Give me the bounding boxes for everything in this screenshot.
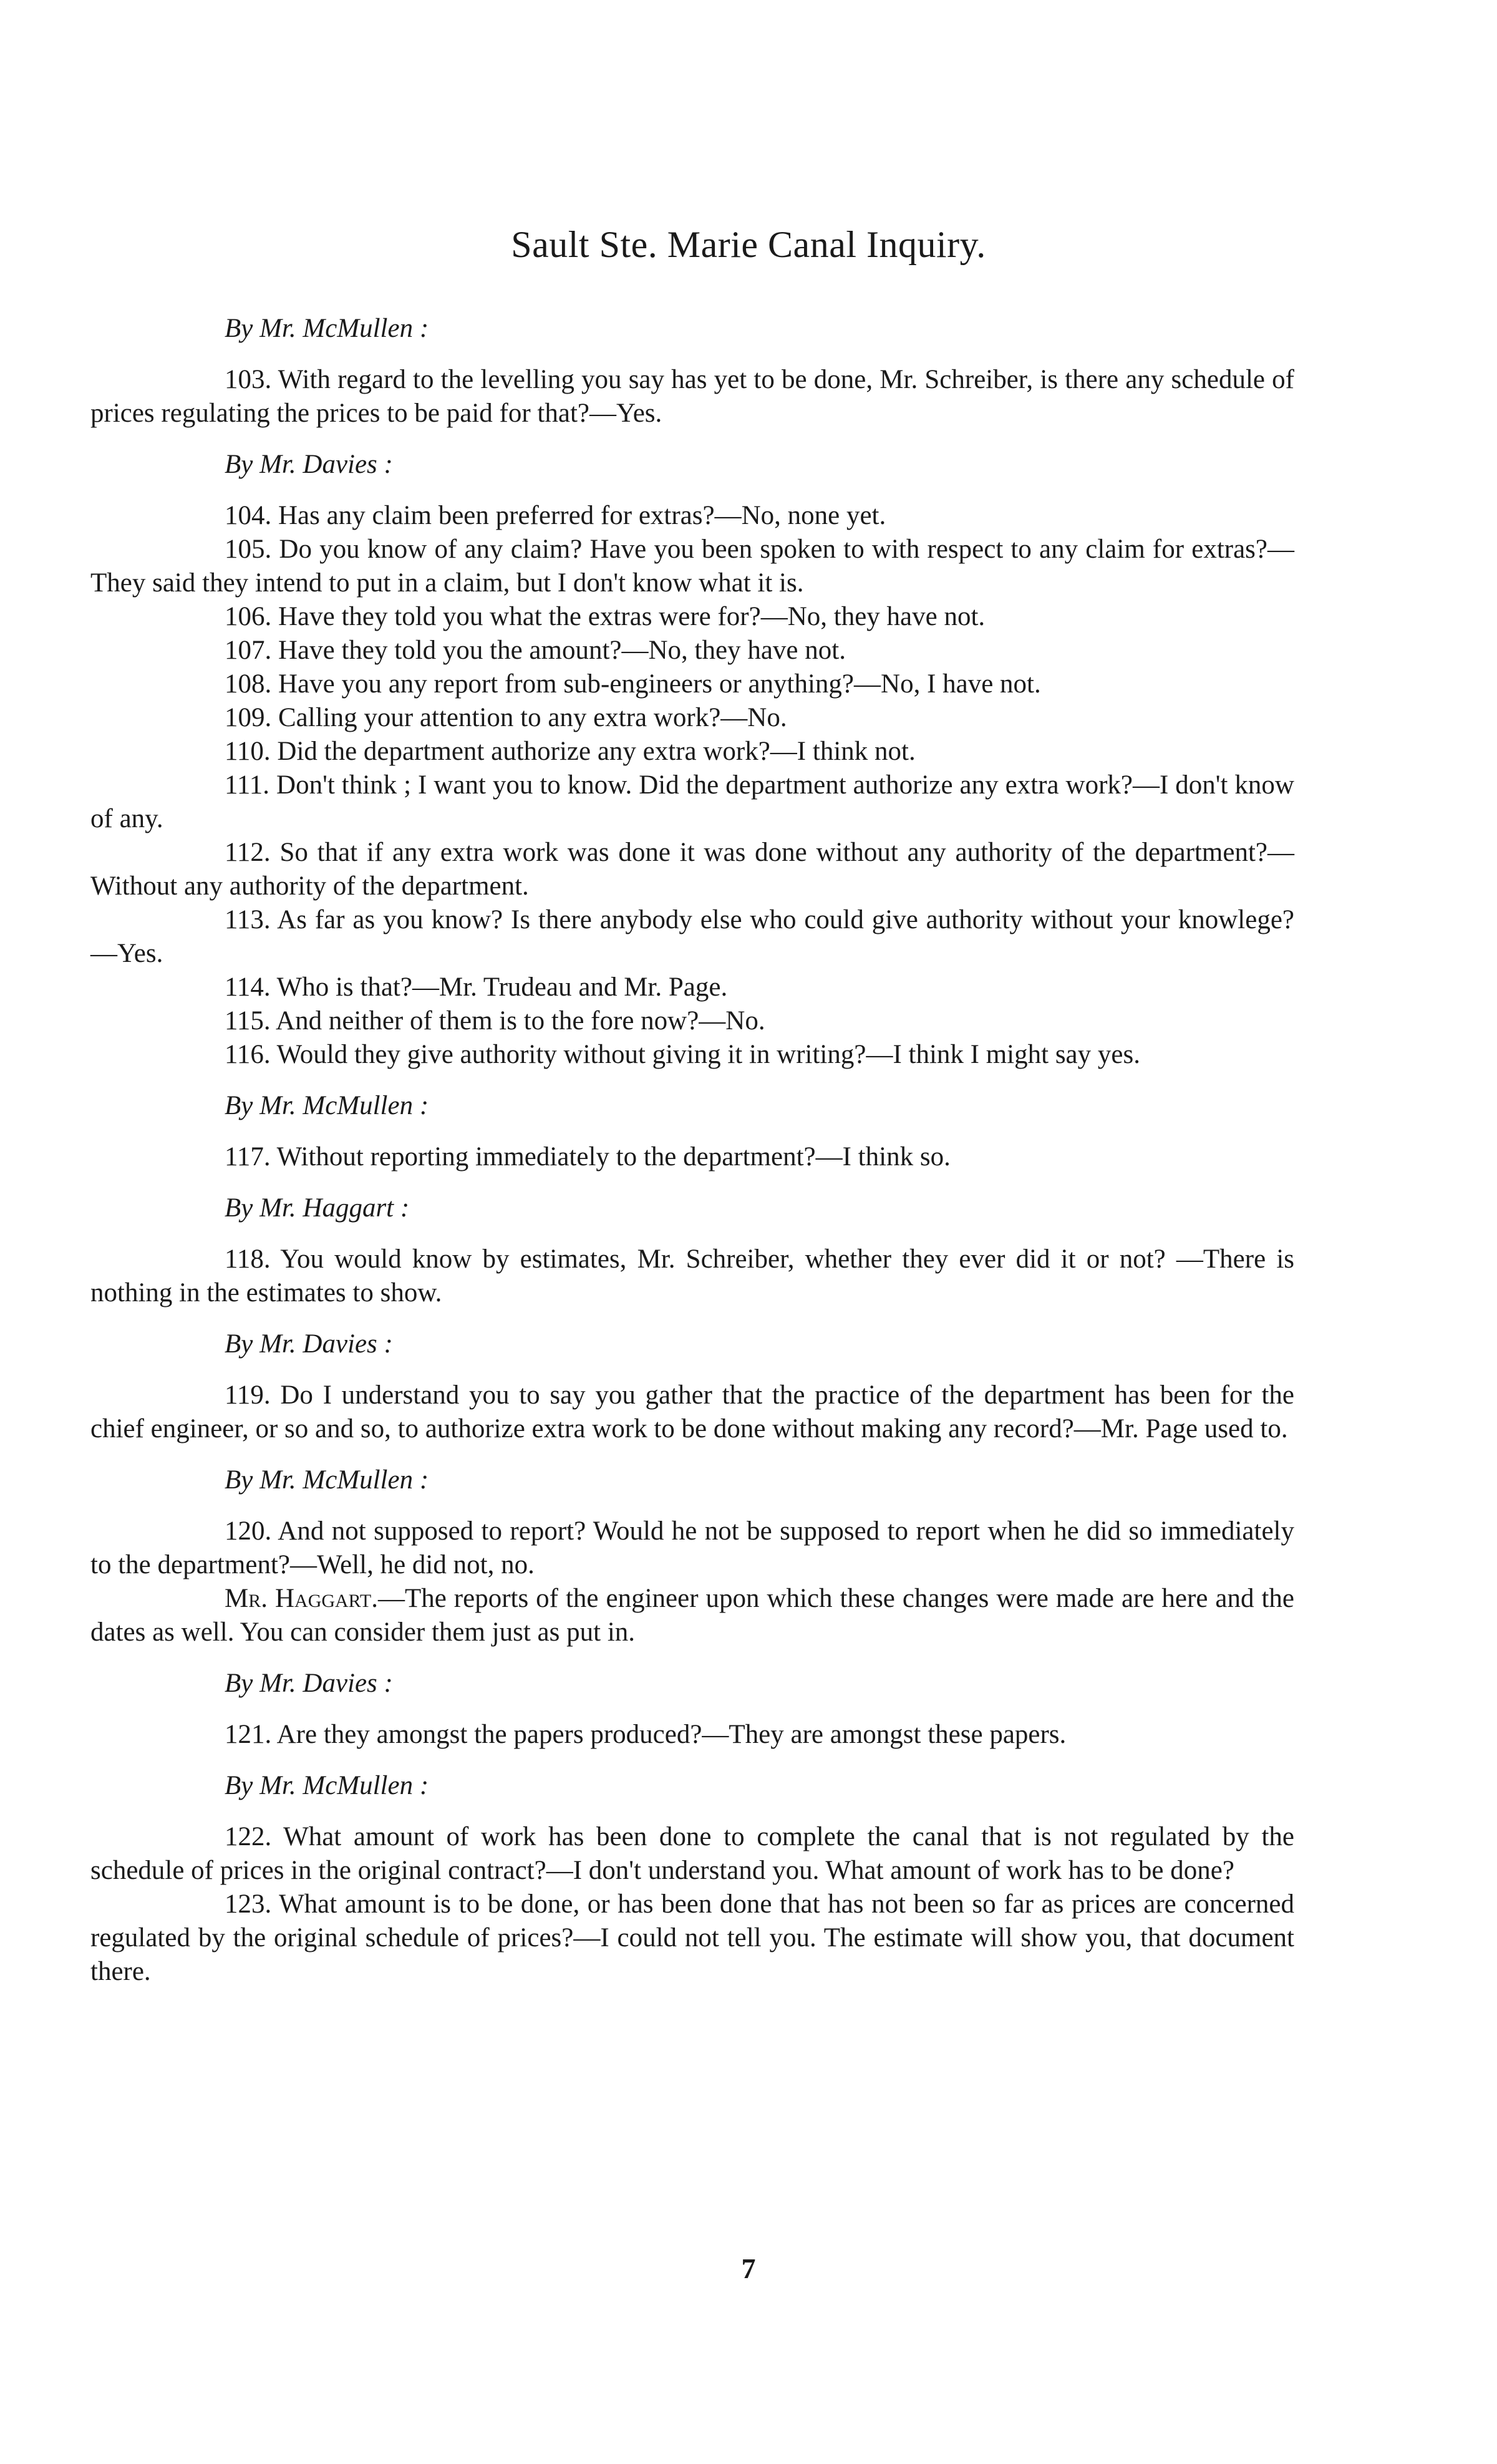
testimony-paragraph: 104. Has any claim been preferred for extras?—No, none yet. — [225, 501, 886, 530]
testimony-paragraph: 107. Have they told you the amount?—No, they have not. — [225, 636, 846, 665]
testimony-paragraph: 110. Did the department authorize any extra work?—I think not. — [225, 737, 916, 766]
testimony-paragraph: 109. Calling your attention to any extra work?—No. — [225, 703, 787, 732]
testimony-paragraph: 114. Who is that?—Mr. Trudeau and Mr. Page. — [225, 973, 728, 1002]
testimony-paragraph: 105. Do you know of any claim? Have you been spoken to with respect to any claim for extras?—They said they intend to put in a claim, but I don't know what it is. — [90, 535, 1294, 598]
speaker-heading: By Mr. McMullen : — [225, 1091, 429, 1120]
speaker-heading: By Mr. McMullen : — [225, 1771, 429, 1800]
testimony-paragraph: 117. Without reporting immediately to the department?—I think so. — [225, 1142, 951, 1171]
statement-paragraph — [90, 1582, 1294, 1649]
testimony-paragraph: 119. Do I understand you to say you gather that the practice of the department has been for the chief engineer, or so and so, to authorize extra work to be done without making any record?—Mr. Page used to. — [90, 1380, 1294, 1443]
testimony-body — [90, 312, 1294, 1989]
testimony-paragraph: 112. So that if any extra work was done it was done without any authority of the department?—Without any authority of the department. — [90, 838, 1294, 901]
page-number: 7 — [741, 2253, 756, 2284]
testimony-paragraph: 122. What amount of work has been done to complete the canal that is not regulated by the schedule of prices in the original contract?—I don't understand you. What amount of work has to be done? — [90, 1822, 1294, 1885]
testimony-paragraph: 120. And not supposed to report? Would he not be supposed to report when he did so immediately to the department?—Well, he did not, no. — [90, 1516, 1294, 1579]
speaker-heading: By Mr. Davies : — [225, 1669, 393, 1698]
testimony-paragraph: 121. Are they amongst the papers produced?—They are amongst these papers. — [225, 1720, 1067, 1749]
statement-text: —The reports of the engineer upon which these changes were made are here and the dates as well. You can consider them just as put in. — [90, 1584, 1294, 1647]
speaker-heading: By Mr. McMullen : — [225, 1465, 429, 1495]
speaker-heading: By Mr. McMullen : — [225, 314, 429, 343]
testimony-paragraph: 111. Don't think ; I want you to know. Did the department authorize any extra work?—I don't know of any. — [90, 770, 1294, 833]
testimony-paragraph: 103. With regard to the levelling you say has yet to be done, Mr. Schreiber, is there any schedule of prices regulating the prices to be paid for that?—Yes. — [90, 365, 1294, 428]
testimony-paragraph: 115. And neither of them is to the fore now?—No. — [225, 1006, 765, 1036]
speaker-heading: By Mr. Davies : — [225, 450, 393, 479]
testimony-paragraph: 113. As far as you know? Is there anybody else who could give authority without your knowlege?—Yes. — [90, 905, 1294, 968]
speaker-heading: By Mr. Haggart : — [225, 1193, 410, 1223]
testimony-paragraph: 106. Have they told you what the extras were for?—No, they have not. — [225, 602, 986, 631]
testimony-paragraph: 116. Would they give authority without giving it in writing?—I think I might say yes. — [225, 1040, 1140, 1069]
speaker-heading: By Mr. Davies : — [225, 1329, 393, 1359]
testimony-paragraph: 118. You would know by estimates, Mr. Schreiber, whether they ever did it or not? —There is nothing in the estimates to show. — [90, 1244, 1294, 1307]
statement-speaker: Mr. Haggart. — [225, 1584, 378, 1613]
testimony-paragraph: 123. What amount is to be done, or has been done that has not been so far as prices are concerned regulated by the original schedule of prices?—I could not tell you. The estimate will show you, that document there. — [90, 1889, 1294, 1986]
page-title: Sault Ste. Marie Canal Inquiry. — [511, 224, 986, 265]
testimony-paragraph: 108. Have you any report from sub-engineers or anything?—No, I have not. — [225, 669, 1041, 699]
